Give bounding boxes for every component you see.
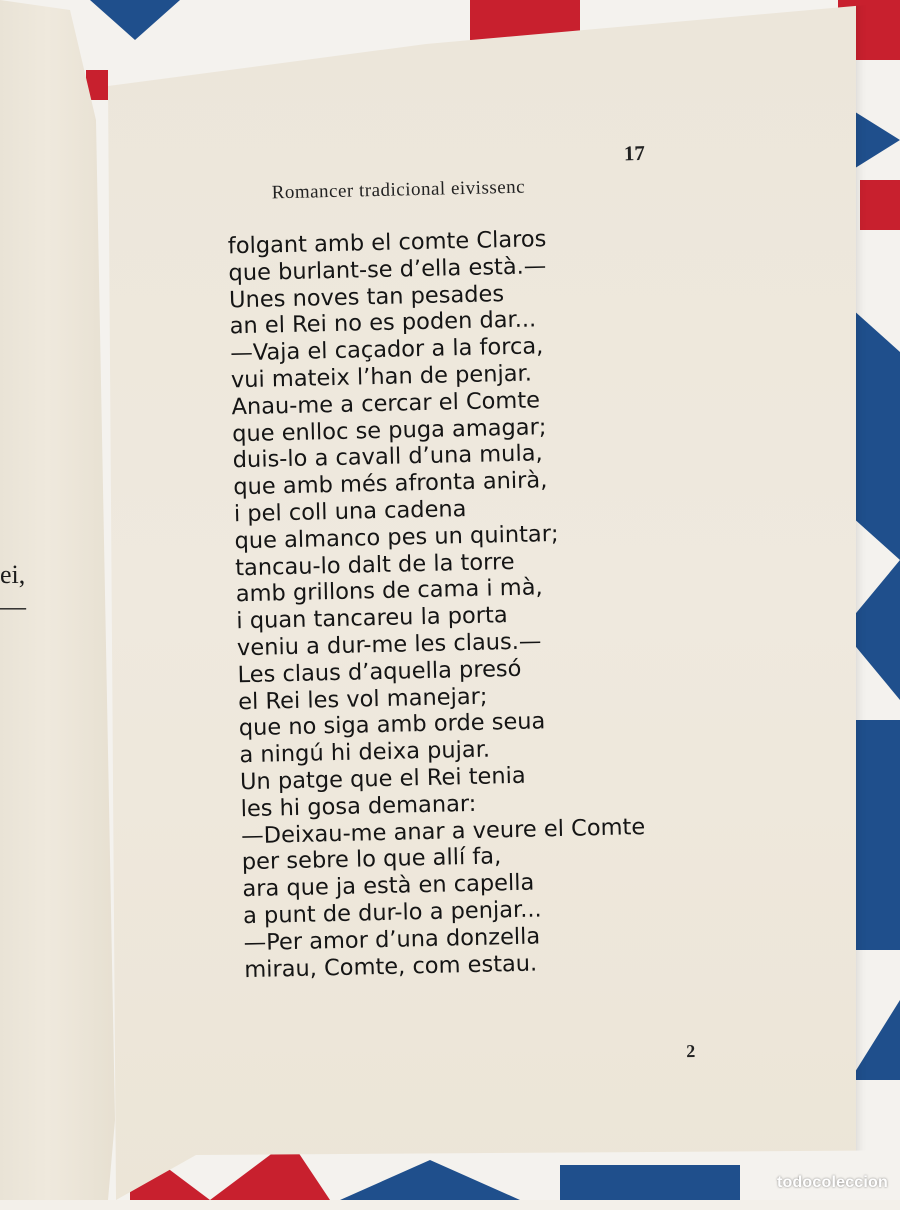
verse-line: amb grillons de cama i mà, — [235, 574, 543, 608]
show-through-text — [719, 215, 857, 998]
verse-line: les hi gosa demanar: — [240, 790, 477, 822]
page-content — [83, 0, 870, 1210]
verse-line: ara que ja està en capella — [242, 869, 535, 903]
verse-line: que almanco pes un quintar; — [234, 520, 559, 555]
verse-line: Unes noves tan pesades — [228, 280, 505, 313]
verse-line: Les claus d’aquella presó — [237, 655, 522, 688]
left-page-dash-fragment: — — [0, 592, 26, 621]
verse-line: per sebre lo que allí fa, — [241, 843, 502, 876]
verse-line: mirau, Comte, com estau. — [244, 950, 538, 983]
verse-line: que burlant-se d’ella està.— — [228, 252, 547, 287]
verse-line: Anau-me a cercar el Comte — [231, 387, 541, 421]
running-head: Romancer tradicional eivissenc — [271, 176, 526, 204]
verse-line: el Rei les vol manejar; — [237, 683, 488, 715]
verse-line: que amb més afronta anirà, — [233, 467, 548, 501]
verse-line: i pel coll una cadena — [233, 495, 467, 528]
verse-line: veniu a dur-me les claus.— — [236, 628, 542, 662]
verse-line: que no siga amb orde seua — [238, 708, 546, 742]
verse-line: —Vaja el caçador a la forca, — [230, 333, 544, 367]
verse-line: vui mateix l’han de penjar. — [230, 360, 533, 394]
verse-line: an el Rei no es poden dar... — [229, 306, 537, 340]
verse-line: a punt de dur-lo a penjar... — [242, 896, 542, 930]
page-number: 17 — [623, 140, 646, 166]
verse-line: —Per amor d’una donzella — [243, 923, 541, 956]
verse-text — [228, 224, 649, 983]
left-page-text-fragment: ei, — [0, 560, 26, 589]
verse-line: tancau-lo dalt de la torre — [234, 548, 515, 581]
verse-line: —Deixau-me anar a veure el Comte — [240, 813, 646, 849]
signature-mark: 2 — [686, 1040, 696, 1062]
verse-line: a ningú hi deixa pujar. — [239, 736, 491, 769]
cloth-patch — [860, 180, 900, 230]
verse-line: Un patge que el Rei tenia — [239, 762, 526, 796]
verse-line: folgant amb el comte Claros — [227, 226, 547, 260]
verse-line: duis-lo a cavall d’una mula, — [232, 440, 543, 474]
verse-line: i quan tancareu la porta — [236, 602, 508, 635]
watermark-logo: todocoleccion — [776, 1174, 888, 1191]
verse-line: que enlloc se puga amagar; — [231, 413, 547, 447]
